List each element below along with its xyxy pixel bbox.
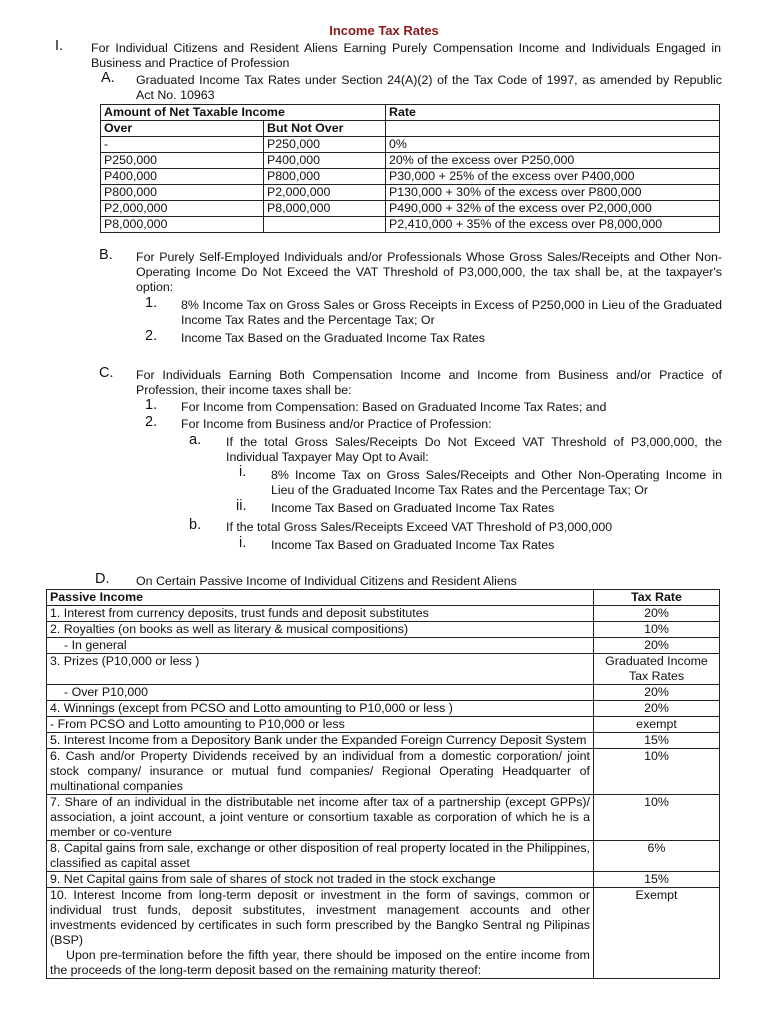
cell-not-over: P800,000 [264,169,386,185]
table-row [47,872,720,888]
section-c-a-ii-text: Income Tax Based on Graduated Income Tax Rates [271,501,555,515]
cell-tax-rate: 6% [594,841,720,872]
header-tax-rate: Tax Rate [594,590,720,606]
cell-tax-rate: 10% [594,795,720,841]
cell-tax-rate: Exempt [594,888,720,979]
table-header-row [101,105,720,121]
cell-over: P400,000 [101,169,264,185]
cell-rate: P30,000 + 25% of the excess over P400,000 [386,169,720,185]
cell-tax-rate: 20% [594,701,720,717]
cell-not-over: P2,000,000 [264,185,386,201]
cell-over: P250,000 [101,153,264,169]
table-header-row [47,590,720,606]
cell-rate: P2,410,000 + 35% of the excess over P8,000,000 [386,217,720,233]
section-b-item1-text: 8% Income Tax on Gross Sales or Gross Receipts in Excess of P250,000 in Lieu of the Graduated Income Tax Rates and the Percentage Tax; Or [181,298,722,327]
empty-cell [386,121,720,137]
cell-income: 7. Share of an individual in the distributable net income after tax of a partnership (except GPPs)/ association, a joint account, a joint venture or consortium taxable as corporation of which he is a member or co-venture [47,795,594,841]
section-c-a-i-marker: i. [239,464,247,480]
table-row [47,841,720,872]
table-row [47,888,720,979]
header-net-taxable-income: Amount of Net Taxable Income [101,105,386,121]
section-a-marker: A. [101,70,115,86]
table-row [47,638,720,654]
section-c-a-text: If the total Gross Sales/Receipts Do Not Exceed VAT Threshold of P3,000,000, the Individual Taxpayer May Opt to Avail: [226,435,722,464]
cell-tax-rate: 20% [594,606,720,622]
table-row [101,153,720,169]
table-row [47,622,720,638]
section-c-a-i-text: 8% Income Tax on Gross Sales/Receipts and Other Non-Operating Income in Lieu of the Graduated Income Tax Rates and the Percentage Tax; Or [271,468,722,497]
section-c-marker: C. [99,365,114,381]
section-c-b-i-text: Income Tax Based on Graduated Income Tax Rates [271,538,555,552]
section-c-b-marker: b. [189,517,202,533]
table-row [47,795,720,841]
cell-over: P8,000,000 [101,217,264,233]
cell-rate: 0% [386,137,720,153]
table-row [47,749,720,795]
header-over: Over [101,121,264,137]
cell-income: - From PCSO and Lotto amounting to P10,000 or less [47,717,594,733]
cell-over: - [101,137,264,153]
header-passive-income: Passive Income [47,590,594,606]
section-c-item1-marker: 1. [145,397,158,413]
cell-income: 3. Prizes (P10,000 or less ) [47,654,594,685]
cell-income: 6. Cash and/or Property Dividends received by an individual from a domestic corporation/ joint stock company/ insurance or mutual fund companies/ Regional Operating Headquarter of multinational companies [47,749,594,795]
cell-tax-rate: 20% [594,685,720,701]
cell-income: 1. Interest from currency deposits, trust funds and deposit substitutes [47,606,594,622]
cell-income: 8. Capital gains from sale, exchange or other disposition of real property located in the Philippines, classified as capital asset [47,841,594,872]
cell-income-text: 10. Interest Income from long-term deposit or investment in the form of savings, common or individual trust funds, deposit substitutes, investment management accounts and other investments evidenced by certificates in such form prescribed by the Bangko Sentral ng Pilipinas (BSP) [50,888,590,947]
page-title: Income Tax Rates [329,23,439,38]
section-c-b-i-marker: i. [239,535,247,551]
cell-income-note: Upon pre-termination before the fifth year, there should be imposed on the entire income from the proceeds of the long-term deposit based on the remaining maturity thereof: [50,948,590,977]
section-c-item1-text: For Income from Compensation: Based on Graduated Income Tax Rates; and [181,400,607,414]
cell-rate: 20% of the excess over P250,000 [386,153,720,169]
cell-income: 2. Royalties (on books as well as literary & musical compositions) [47,622,594,638]
section-b-text: For Purely Self-Employed Individuals and/or Professionals Whose Gross Sales/Receipts and Other Non-Operating Income Do Not Exceed the VAT Threshold of P3,000,000, the tax shall be, at the taxpayer's option: [136,250,722,294]
section-b-marker: B. [99,247,113,263]
section-b-item2-marker: 2. [145,328,158,344]
passive-income-table [46,589,720,979]
cell-tax-rate: 15% [594,733,720,749]
section-b-item1-marker: 1. [145,295,158,311]
cell-income: 9. Net Capital gains from sale of shares of stock not traded in the stock exchange [47,872,594,888]
table-row [47,654,720,685]
table-row [101,201,720,217]
table-row [101,185,720,201]
cell-not-over: P250,000 [264,137,386,153]
table-row [101,137,720,153]
cell-income: - In general [47,638,594,654]
cell-tax-rate: Graduated Income Tax Rates [594,654,720,685]
cell-income: 4. Winnings (except from PCSO and Lotto amounting to P10,000 or less ) [47,701,594,717]
cell-tax-rate: 15% [594,872,720,888]
section-c-text: For Individuals Earning Both Compensation Income and Income from Business and/or Practice of Profession, their income taxes shall be: [136,368,722,397]
table-row [101,169,720,185]
cell-rate: P490,000 + 32% of the excess over P2,000,000 [386,201,720,217]
section-d-marker: D. [95,571,110,587]
section-i-marker: I. [55,38,64,54]
table-row [47,717,720,733]
section-a-text: Graduated Income Tax Rates under Section 24(A)(2) of the Tax Code of 1997, as amended by Republic Act No. 10963 [136,73,722,102]
header-but-not-over: But Not Over [264,121,386,137]
header-rate: Rate [386,105,720,121]
table-row [47,606,720,622]
section-b-item2-text: Income Tax Based on the Graduated Income Tax Rates [181,331,485,345]
cell-tax-rate: 10% [594,749,720,795]
table-row [47,685,720,701]
cell-income: - Over P10,000 [47,685,594,701]
cell-tax-rate: 10% [594,622,720,638]
section-i-text: For Individual Citizens and Resident Aliens Earning Purely Compensation Income and Individuals Engaged in Business and Practice of Profession [91,41,721,70]
section-c-item2-text: For Income from Business and/or Practice of Profession: [181,417,492,431]
cell-income: 5. Interest Income from a Depository Bank under the Expanded Foreign Currency Deposit System [47,733,594,749]
section-c-item2-marker: 2. [145,414,158,430]
cell-over: P2,000,000 [101,201,264,217]
section-c-b-text: If the total Gross Sales/Receipts Exceed VAT Threshold of P3,000,000 [226,520,613,534]
table-row [101,217,720,233]
section-c-a-ii-marker: ii. [236,498,247,514]
graduated-tax-table [100,104,720,233]
table-row [47,733,720,749]
cell-tax-rate: 20% [594,638,720,654]
section-d-text: On Certain Passive Income of Individual Citizens and Resident Aliens [136,574,517,588]
cell-income [47,888,594,979]
cell-over: P800,000 [101,185,264,201]
cell-rate: P130,000 + 30% of the excess over P800,000 [386,185,720,201]
table-row [47,701,720,717]
table-subheader-row [101,121,720,137]
section-c-a-marker: a. [189,432,202,448]
cell-not-over: P8,000,000 [264,201,386,217]
cell-not-over: P400,000 [264,153,386,169]
cell-not-over [264,217,386,233]
cell-tax-rate: exempt [594,717,720,733]
